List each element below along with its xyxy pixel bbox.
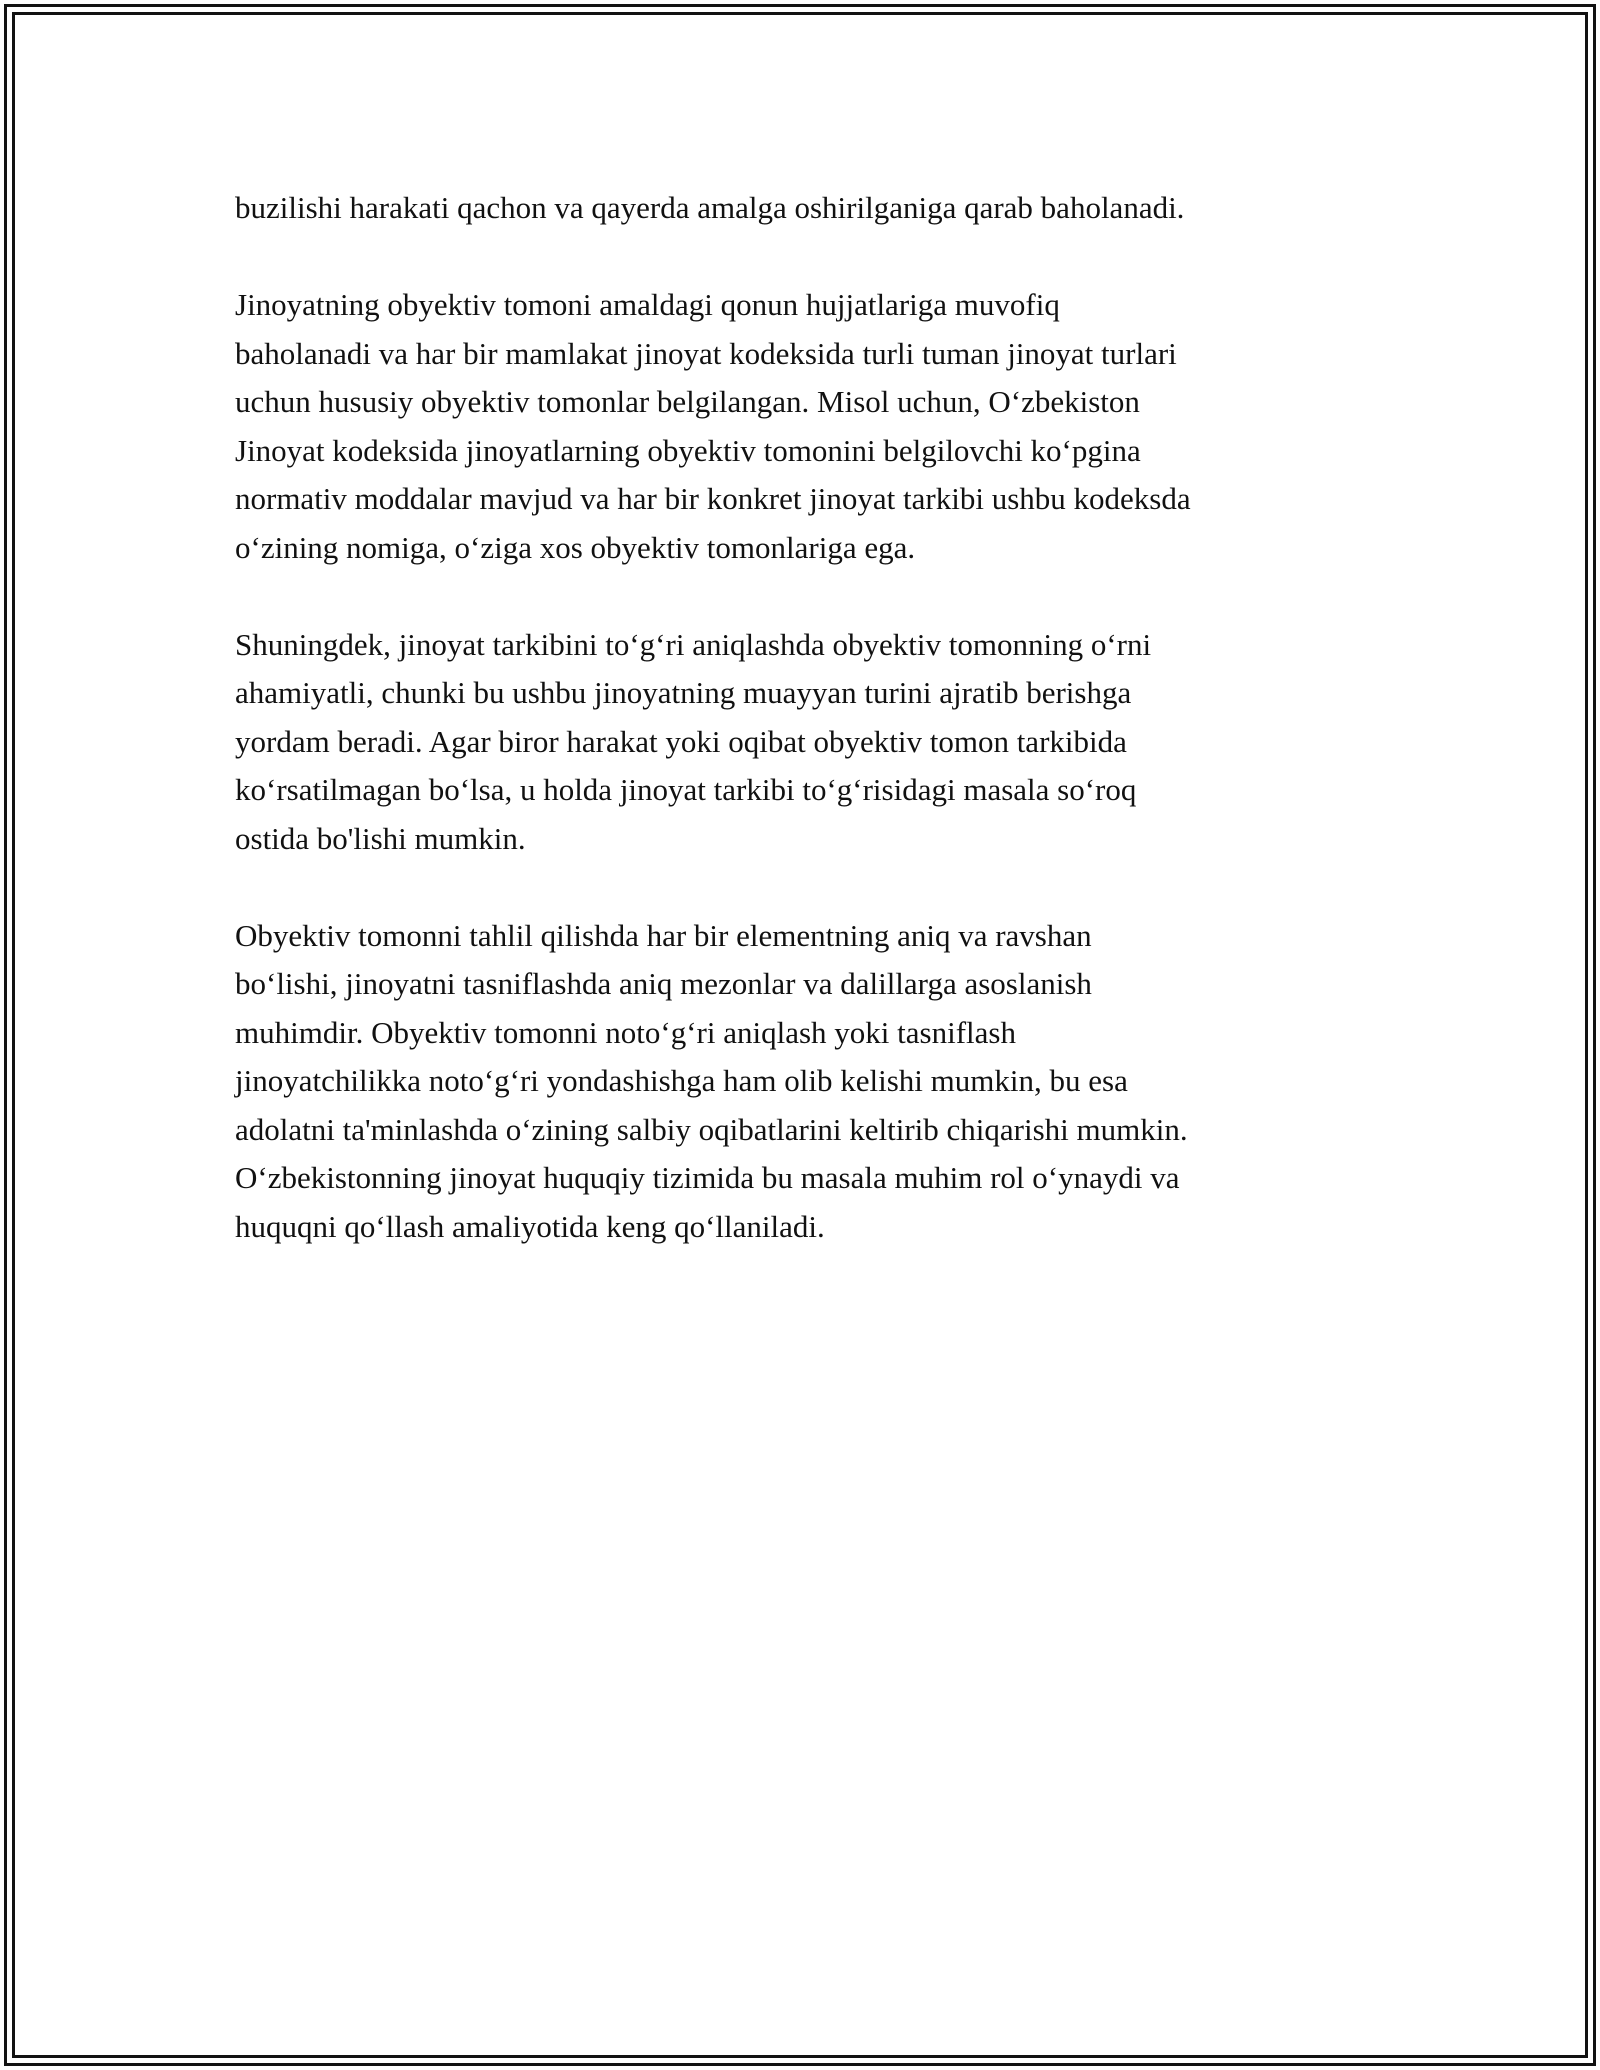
text-line: baholanadi va har bir mamlakat jinoyat kodeksida turli tuman jinoyat turlari <box>235 335 1177 371</box>
text-line: bo‘lishi, jinoyatni tasniflashda aniq mezonlar va dalillarga asoslanish <box>235 966 1092 1001</box>
text-line: ostida bo'lishi mumkin. <box>235 820 526 856</box>
text-line: Obyektiv tomonni tahlil qilishda har bir elementning aniq va ravshan <box>235 917 1092 953</box>
text-line: normativ moddalar mavjud va har bir konkret jinoyat tarkibi ushbu kodeksda <box>235 481 1191 516</box>
text-line: Jinoyatning obyektiv tomoni amaldagi qonun hujjatlariga muvofiq <box>235 287 1060 322</box>
paragraph-1 <box>235 184 1375 233</box>
text-line: huquqni qo‘llash amaliyotida keng qo‘llaniladi. <box>235 1208 825 1244</box>
paragraph-3 <box>235 621 1375 864</box>
text-line: adolatni ta'minlashda o‘zining salbiy oqibatlarini keltirib chiqarishi mumkin. <box>235 1111 1188 1147</box>
text-line: Jinoyat kodeksida jinoyatlarning obyektiv tomonini belgilovchi ko‘pgina <box>235 432 1141 468</box>
text-line: Shuningdek, jinoyat tarkibini to‘g‘ri aniqlashda obyektiv tomonning o‘rni <box>235 626 1152 662</box>
text-line: jinoyatchilikka noto‘g‘ri yondashishga ham olib kelishi mumkin, bu esa <box>235 1063 1128 1098</box>
text-line: ko‘rsatilmagan bo‘lsa, u holda jinoyat tarkibi to‘g‘risidagi masala so‘roq <box>235 772 1137 807</box>
text-line: o‘zining nomiga, o‘ziga xos obyektiv tomonlariga ega. <box>235 529 916 565</box>
text-line: uchun hususiy obyektiv tomonlar belgilangan. Misol uchun, O‘zbekiston <box>235 384 1140 419</box>
document-body <box>235 184 1375 1300</box>
text-line: ahamiyatli, chunki bu ushbu jinoyatning muayyan turini ajratib berishga <box>235 675 1132 710</box>
text-line: muhimdir. Obyektiv tomonni noto‘g‘ri aniqlash yoki tasniflash <box>235 1014 1016 1050</box>
paragraph-2 <box>235 281 1375 572</box>
text-line: O‘zbekistonning jinoyat huquqiy tizimida bu masala muhim rol o‘ynaydi va <box>235 1160 1180 1195</box>
text-line: buzilishi harakati qachon va qayerda amalga oshirilganiga qarab baholanadi. <box>235 190 1185 225</box>
text-line: yordam beradi. Agar biror harakat yoki oqibat obyektiv tomon tarkibida <box>235 723 1127 759</box>
paragraph-4 <box>235 912 1375 1252</box>
